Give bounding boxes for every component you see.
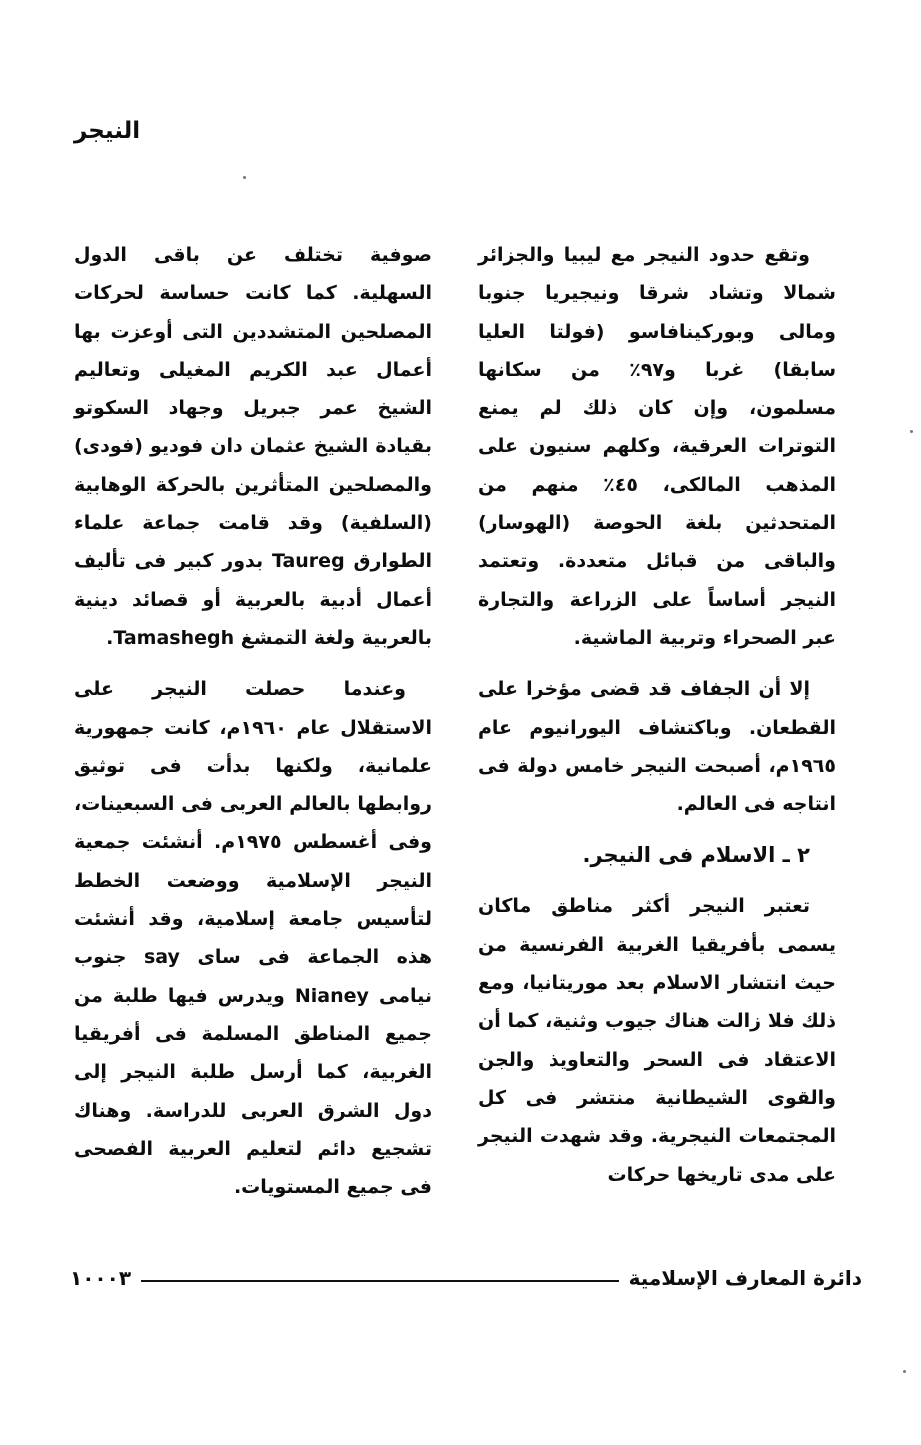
paragraph: وتقع حدود النيجر مع ليبيا والجزائر شمالا وتشاد شرقا ونيجيريا جنوبا ومالى وبوركينافاسو (فولتا العليا سابقا) غربا و٩٧٪ من سكانها مسلمون، وإن كان ذلك لم يمنع التوترات العرقية، وكلهم سنيون على المذهب المالكى، ٤٥٪ منهم من المتحدثين بلغة الحوصة (الهوسار) والباقى من قبائل متعددة. وتعتمد النيجر أساساً على الزراعة والتجارة عبر الصحراء وتربية الماشية.: [478, 244, 836, 649]
section-heading: ٢ ـ الاسلام فى النيجر.: [582, 843, 810, 868]
right-column: [478, 236, 836, 1207]
footer-rule: [141, 1280, 619, 1282]
publication-name: دائرة المعارف الإسلامية: [628, 1266, 862, 1290]
paragraph: إلا أن الجفاف قد قضى مؤخرا على القطعان. وباكتشاف اليورانيوم عام ١٩٦٥م، أصبحت النيجر خامس دولة فى انتاجه فى العالم.: [478, 678, 836, 816]
page-number: ١٠٠٠٣: [70, 1266, 132, 1290]
paragraph: تعتبر النيجر أكثر مناطق ماكان يسمى بأفريقيا الغربية الفرنسية من حيث انتشار الاسلام بعد موريتانيا، ومع ذلك فلا زالت هناك جيوب وثنية، كما أن الاعتقاد فى السحر والتعاويذ والجن والقوى الشيطانية منتشر فى كل المجتمعات النيجرية. وقد شهدت النيجر على مدى تاريخها حركات: [478, 895, 836, 1186]
paragraph: وعندما حصلت النيجر على الاستقلال عام ١٩٦٠م، كانت جمهورية علمانية، ولكنها بدأت فى توثيق روابطها بالعالم العربى فى السبعينات، وفى أغسطس ١٩٧٥م. أنشئت جمعية النيجر الإسلامية ووضعت الخطط لتأسيس جامعة إسلامية، وقد أنشئت هذه الجماعة فى ساى say جنوب نيامى Nianey ويدرس فيها طلبة من جميع المناطق المسلمة فى أفريقيا الغربية، كما أرسل طلبة النيجر إلى دول الشرق العربى للدراسة. وهناك تشجيع دائم لتعليم العربية الفصحى فى جميع المستويات.: [74, 678, 432, 1199]
running-header: النيجر: [74, 118, 141, 144]
page-footer: [70, 1262, 862, 1294]
left-column: [74, 236, 432, 1219]
paragraph: صوفية تختلف عن باقى الدول السهلية. كما كانت حساسة لحركات المصلحين المتشددين التى أوعزت بها أعمال عبد الكريم المغيلى وتعاليم الشيخ عمر جبريل وجهاد السكوتو بقيادة الشيخ عثمان دان فوديو (فودى) والمصلحين المتأثرين بالحركة الوهابية (السلفية) وقد قامت جماعة علماء الطوارق Taureg بدور كبير فى تأليف أعمال أدبية بالعربية أو قصائد دينية بالعربية ولغة التمشغ Tamashegh.: [74, 244, 432, 649]
scan-speck: [903, 1370, 906, 1373]
scan-speck: [243, 176, 246, 179]
scan-speck: [910, 430, 913, 433]
